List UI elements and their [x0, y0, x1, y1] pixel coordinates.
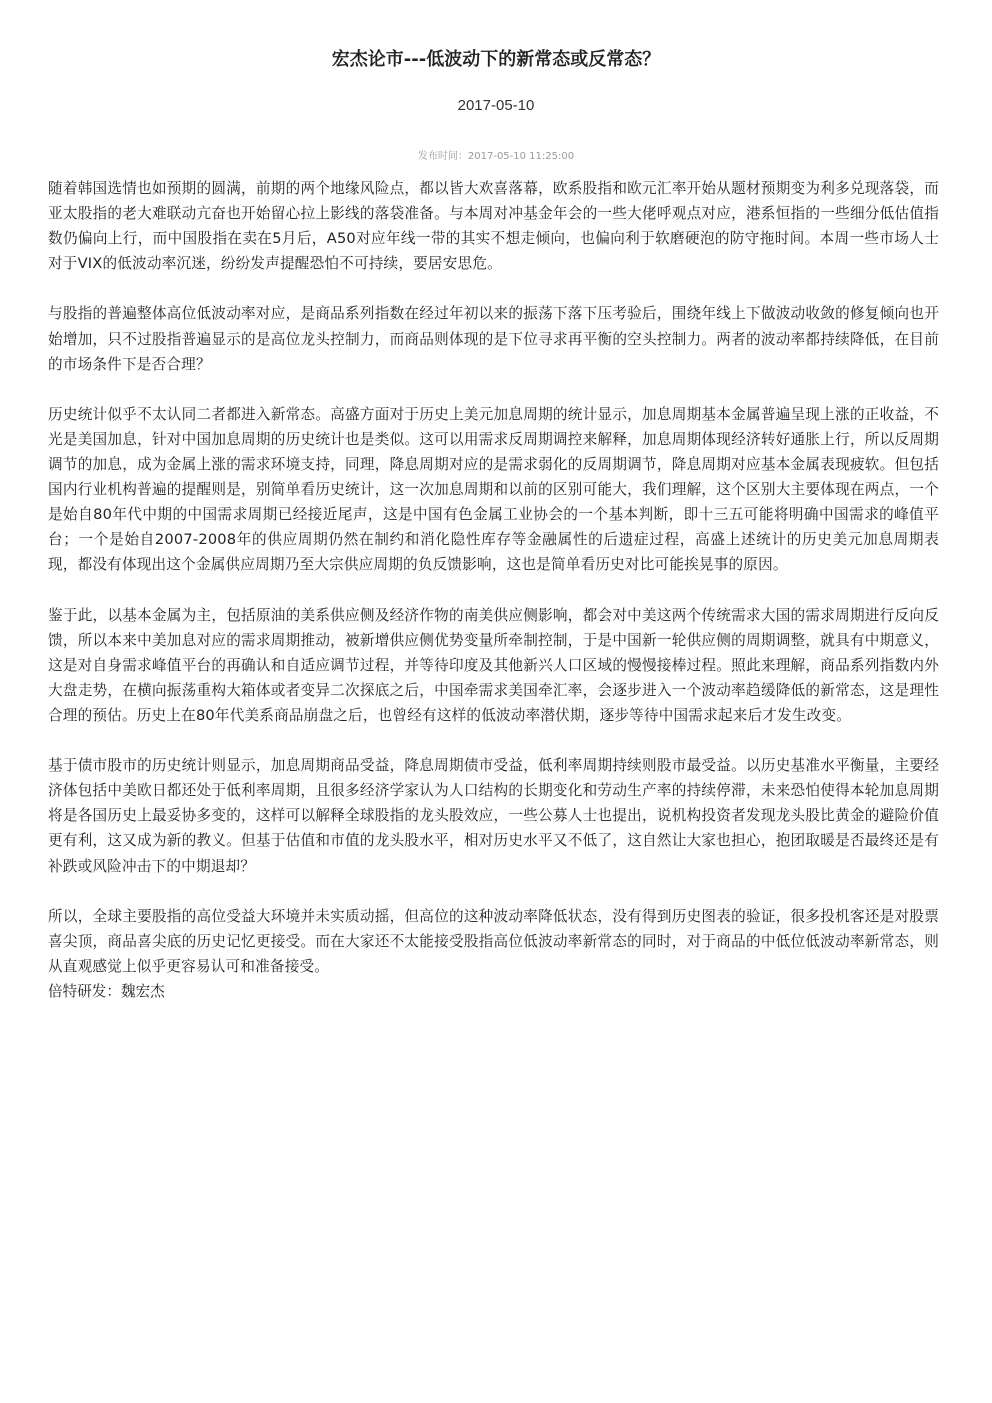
body-paragraph-6: 所以，全球主要股指的高位受益大环境并未实质动摇，但高位的这种波动率降低状态，没有得到历史图表的验证，很多投机客还是对股票喜尖顶，商品喜尖底的历史记忆更接受。而在大家还不太能接受股指高位低波动率新常态的同时，对于商品的中低位低波动率新常态，则从直观感觉上似乎更容易认可和准备接受。 [48, 907, 939, 975]
body-paragraph-4: 鉴于此，以基本金属为主，包括原油的美系供应侧及经济作物的南美供应侧影响，都会对中美这两个传统需求大国的需求周期进行反向反馈，所以本来中美加息对应的需求周期推动，被新增供应侧优势变量所牵制控制，于是中国新一轮供应侧的周期调整，就具有中期意义，这是对自身需求峰值平台的再确认和自适应调节过程，并等待印度及其他新兴人口区域的慢慢接棒过程。照此来理解，商品系列指数内外大盘走势，在横向振荡重构大箱体或者变异二次探底之后，中国牵需求美国牵汇率，会逐步进入一个波动率趋缓降低的新常态，这是理性合理的预估。历史上在80年代美系商品崩盘之后，也曾经有这样的低波动率潜伏期，逐步等待中国需求起来后才发生改变。 [48, 606, 939, 724]
article-title: 宏杰论市---低波动下的新常态或反常态？ [331, 49, 661, 70]
author-signature: 倍特研发：魏宏杰 [48, 983, 165, 1000]
body-paragraph-5: 基于债市股市的历史统计则显示，加息周期商品受益，降息周期债市受益，低利率周期持续则股市最受益。以历史基准水平衡量，主要经济体包括中美欧日都还处于低利率周期，且很多经济学家认为人口结构的长期变化和劳动生产率的持续停滞，未来恐怕使得本轮加息周期将是各国历史上最妥协多变的，这样可以解释全球股指的龙头股效应，一些公募人士也提出，说机构投资者发现龙头股比黄金的避险价值更有利，这又成为新的教义。但基于估值和市值的龙头股水平，相对历史水平又不低了，这自然让大家也担心，抱团取暖是否最终还是有补跌或风险冲击下的中期退却？ [48, 757, 939, 875]
publish-time-label: 发布时间： [417, 151, 468, 162]
publish-time-line [0, 150, 992, 164]
publish-time-value: 2017-05-10 11:25:00 [467, 151, 575, 162]
article-body [48, 176, 939, 1004]
body-paragraph-3: 历史统计似乎不太认同二者都进入新常态。高盛方面对于历史上美元加息周期的统计显示，加息周期基本金属普遍呈现上涨的正收益，不光是美国加息，针对中国加息周期的历史统计也是类似。这可以用需求反周期调控来解释，加息周期体现经济转好通胀上行，所以反周期调节的加息，成为金属上涨的需求环境支持，同理，降息周期对应的是需求弱化的反周期调节，降息周期对应基本金属表现疲软。但包括国内行业机构普遍的提醒则是，别简单看历史统计，这一次加息周期和以前的区别可能大，我们理解，这个区别大主要体现在两点，一个是始自80年代中期的中国需求周期已经接近尾声，这是中国有色金属工业协会的一个基本判断，即十三五可能将明确中国需求的峰值平台；一个是始自2007-2008年的供应周期仍然在制约和消化隐性库存等金融属性的后遗症过程，高盛上述统计的历史美元加息周期表现，都没有体现出这个金属供应周期乃至大宗供应周期的负反馈影响，这也是简单看历史对比可能挨晃事的原因。 [48, 405, 939, 574]
body-paragraph-1: 随着韩国选情也如预期的圆满，前期的两个地缘风险点，都以皆大欢喜落幕，欧系股指和欧元汇率开始从题材预期变为利多兑现落袋，而亚太股指的老大难联动亢奋也开始留心拉上影线的落袋准备。与本周对冲基金年会的一些大佬呼观点对应，港系恒指的一些细分低估值指数仍偏向上行，而中国股指在卖在5月后，A50对应年线一带的其实不想走倾向，也偏向利于软磨硬泡的防守拖时间。本周一些市场人士对于VIX的低波动率沉迷，纷纷发声提醒恐怕不可持续，要居安思危。 [48, 180, 939, 273]
article-date: 2017-05-10 [457, 97, 535, 114]
body-paragraph-2: 与股指的普遍整体高位低波动率对应，是商品系列指数在经过年初以来的振荡下落下压考验后，围绕年线上下做波动收敛的修复倾向也开始增加，只不过股指普遍显示的是高位龙头控制力，而商品则体现的是下位寻求再平衡的空头控制力。两者的波动率都持续降低，在目前的市场条件下是否合理？ [48, 305, 939, 373]
